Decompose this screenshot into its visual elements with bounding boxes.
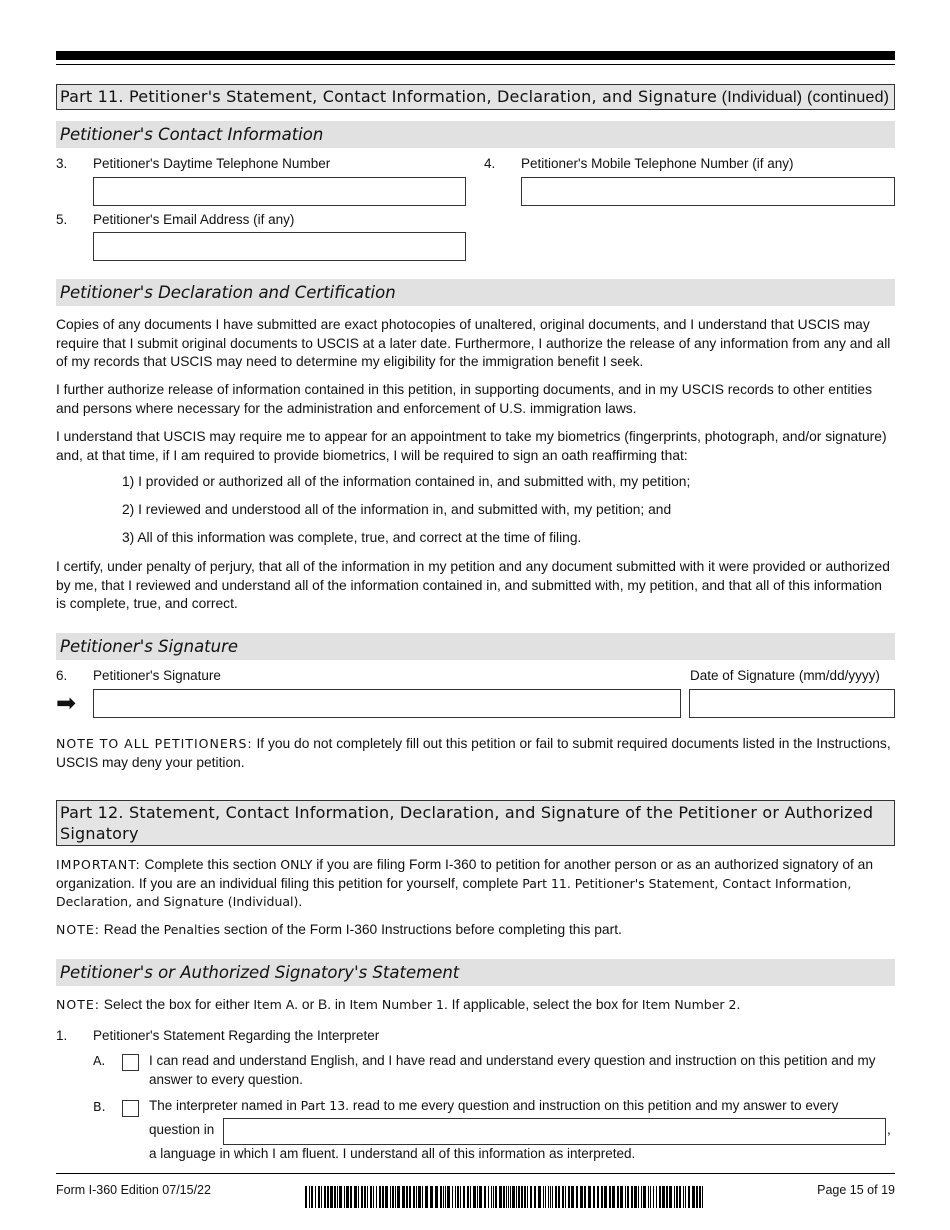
signature-section-title: Petitioner's Signature: [56, 633, 895, 660]
item6-label: Petitioner's Signature: [93, 668, 221, 683]
item6-number: 6.: [56, 668, 68, 683]
part11-heading-sub: (Individual) (continued): [717, 89, 890, 106]
item1-label: Petitioner's Statement Regarding the Interpreter: [93, 1028, 380, 1043]
barcode: [305, 1186, 713, 1208]
option-b-comma: ,: [887, 1122, 891, 1137]
top-thin-rule: [56, 64, 895, 65]
part12-heading: Part 12. Statement, Contact Information, Declaration, and Signature of the Petitioner or Authorized Signatory: [56, 800, 895, 846]
option-b-text-2: read to me every question and instruction on this petition and my answer to every: [349, 1098, 839, 1113]
item5-number: 5.: [56, 212, 68, 227]
part11-heading-main: Part 11. Petitioner's Statement, Contact Information, Declaration, and Signature: [60, 87, 718, 106]
arrow-right-icon: ➡: [56, 690, 77, 717]
important-only: ONLY: [280, 857, 313, 872]
oath-item-1: 1) I provided or authorized all of the information contained in, and submitted with, my petition;: [122, 474, 691, 489]
contact-section-title: Petitioner's Contact Information: [56, 121, 895, 148]
declaration-paragraph-2: I further authorize release of information contained in this petition, in supporting documents, and in my USCIS records to other entities and persons where necessary for the administration and enforcement of U.S. immigration laws.: [56, 382, 872, 416]
item3-number: 3.: [56, 156, 68, 171]
footer-rule: [56, 1173, 895, 1174]
penalties-ref: Penalties: [163, 922, 221, 937]
oath-item-2: 2) I reviewed and understood all of the information in, and submitted with, my petition; and: [122, 502, 672, 517]
oath-item-3: 3) All of this information was complete, true, and correct at the time of filing.: [122, 530, 582, 545]
top-rule: [56, 51, 895, 60]
important-text-2: if you are filing Form I-360 to petition for another person or as an authorized signatory of an organization. If you are an individual filing this petition for yourself, complete: [56, 857, 874, 891]
daytime-phone-field[interactable]: [93, 177, 466, 206]
item4-label: Petitioner's Mobile Telephone Number (if any): [521, 156, 794, 171]
statement-note-prefix: NOTE:: [56, 997, 100, 1012]
page-number: Page 15 of 19: [817, 1183, 895, 1197]
statement-note-text-4: .: [736, 997, 741, 1012]
option-b-part13-ref: Part 13.: [300, 1098, 350, 1113]
penalties-note-prefix: NOTE:: [56, 922, 100, 937]
note-to-petitioners-text: If you do not completely fill out this petition or fail to submit required documents listed in the Instructions, USCIS may deny your petition.: [56, 736, 891, 770]
important-end: .: [298, 894, 303, 909]
important-part11-ref: Part 11. Petitioner's Statement, Contact Information, Declaration, and Signature (Individual): [56, 875, 852, 909]
statement-note-text-3: . If applicable, select the box for: [444, 997, 642, 1012]
statement-section-title: Petitioner's or Authorized Signatory's Statement: [56, 959, 895, 986]
option-b-letter: B.: [93, 1099, 106, 1114]
petitioner-signature-field[interactable]: [93, 689, 681, 718]
note-to-petitioners: [56, 735, 891, 772]
important-notice: [56, 856, 891, 912]
penalties-note-text-2: section of the Form I-360 Instructions before completing this part.: [220, 922, 622, 937]
option-a-checkbox[interactable]: [122, 1054, 139, 1071]
statement-note-ref-3: Item Number 2: [641, 997, 737, 1012]
statement-note-ref-1: Item A.: [253, 997, 299, 1012]
option-b-text-line3: a language in which I am fluent. I understand all of this information as interpreted.: [149, 1146, 636, 1161]
penalties-note: [56, 921, 891, 940]
form-page: [56, 0, 895, 1230]
signature-date-field[interactable]: [689, 689, 895, 718]
important-prefix: IMPORTANT:: [56, 857, 141, 872]
important-text-1: Complete this section: [140, 857, 281, 872]
option-a-letter: A.: [93, 1053, 106, 1068]
option-a-text: I can read and understand English, and I have read and understand every question and instruction on this petition and my answer to every question.: [149, 1053, 876, 1087]
option-b-checkbox[interactable]: [122, 1100, 139, 1117]
item3-label: Petitioner's Daytime Telephone Number: [93, 156, 331, 171]
option-b-text-line1: [149, 1098, 838, 1113]
mobile-phone-field[interactable]: [521, 177, 895, 206]
penalties-note-text-1: Read the: [99, 922, 164, 937]
item1-number: 1.: [56, 1028, 68, 1043]
statement-note-text-2: or B. in: [298, 997, 350, 1012]
certification-paragraph: I certify, under penalty of perjury, that all of the information in my petition and any document submitted with it were provided or authorized by me, that I reviewed and understand all of the information contained in, and submitted with, my petition, and that all of this information is complete, true, and correct.: [56, 559, 890, 611]
date-of-signature-label: Date of Signature (mm/dd/yyyy): [690, 668, 880, 683]
declaration-paragraph-3: I understand that USCIS may require me to appear for an appointment to take my biometrics (fingerprints, photograph, and/or signature) and, at that time, if I am required to provide biometrics, I will be required to sign an oath reaffirming that:: [56, 429, 887, 463]
item4-number: 4.: [484, 156, 496, 171]
declaration-section-title: Petitioner's Declaration and Certification: [56, 279, 895, 306]
statement-note: [56, 996, 891, 1015]
interpreter-language-field[interactable]: [223, 1118, 886, 1145]
item5-label: Petitioner's Email Address (if any): [93, 212, 295, 227]
statement-note-ref-2: Item Number 1: [349, 997, 445, 1012]
declaration-paragraph-1: Copies of any documents I have submitted are exact photocopies of unaltered, original documents, and I understand that USCIS may require that I submit original documents to USCIS at a later date. Furthermore, I authorize the release of any information from any and all of my records that USCIS may need to determine my eligibility for the immigration benefit I seek.: [56, 317, 891, 369]
option-b-text-1: The interpreter named in: [149, 1098, 301, 1113]
part11-heading: [56, 84, 895, 110]
email-field[interactable]: [93, 232, 466, 261]
form-edition: Form I-360 Edition 07/15/22: [56, 1183, 211, 1197]
note-to-petitioners-prefix: NOTE TO ALL PETITIONERS:: [56, 736, 253, 751]
option-b-text-line2: question in: [149, 1122, 215, 1137]
statement-note-text-1: Select the box for either: [99, 997, 254, 1012]
